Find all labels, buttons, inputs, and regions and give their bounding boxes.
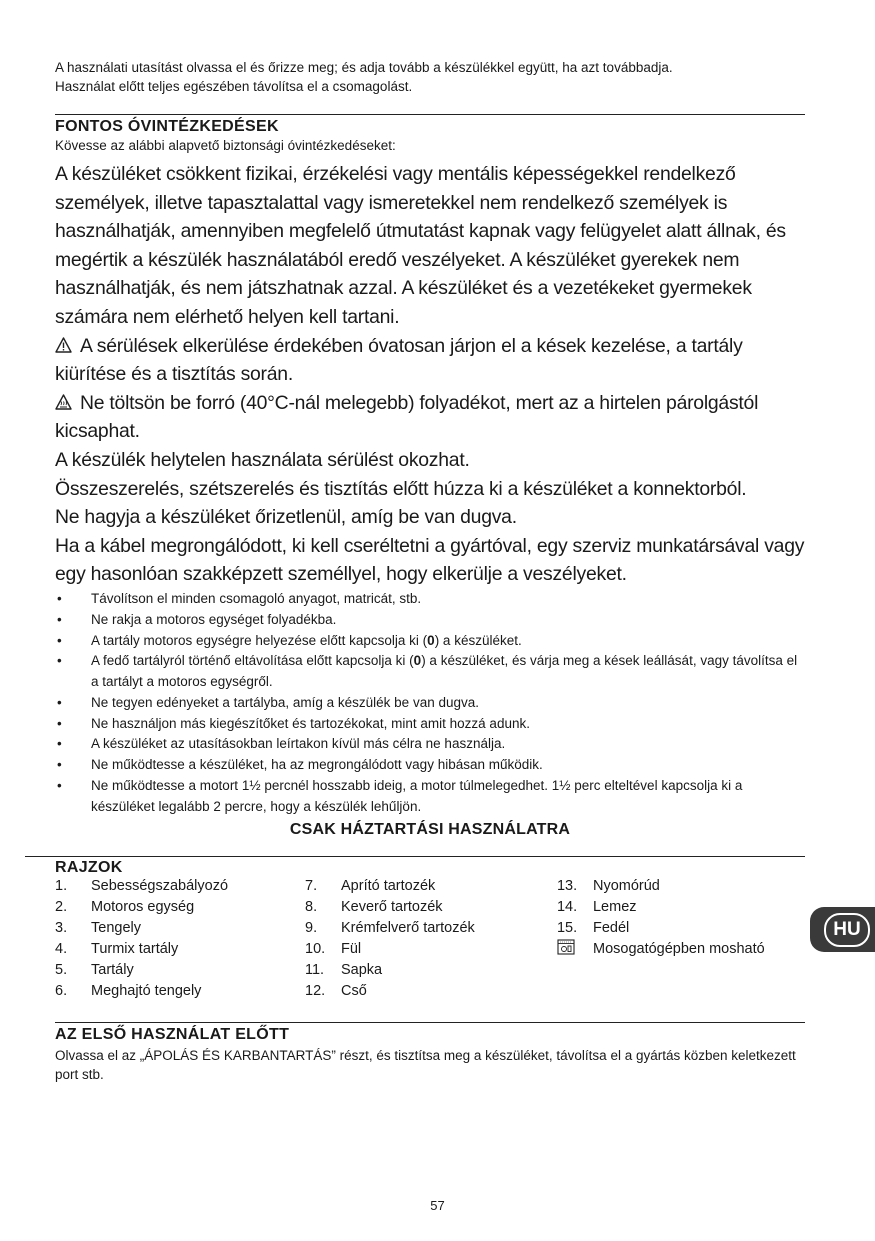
- part-number: 8.: [305, 898, 318, 915]
- part-item: [305, 981, 557, 1002]
- part-item: [55, 918, 305, 939]
- first-use-title: AZ ELSŐ HASZNÁLAT ELŐTT: [55, 1025, 290, 1043]
- bullet-mark: •: [57, 590, 62, 606]
- part-number: 12.: [305, 982, 326, 999]
- bullet-text: Távolítson el minden csomagoló anyagot, matricát, stb.: [91, 590, 422, 606]
- section-divider: [25, 856, 805, 857]
- part-item: [305, 876, 557, 897]
- part-number: 6.: [55, 982, 68, 999]
- part-name: Krémfelverő tartozék: [341, 919, 475, 936]
- language-code-badge: HU: [824, 913, 870, 947]
- bullet-mark: •: [57, 694, 62, 710]
- bullet-text: Ne használjon más kiegészítőket és tartozékokat, mint amit hozzá adunk.: [91, 715, 530, 731]
- bullet-text: A fedő tartályról történő eltávolítása előtt kapcsolja ki (0) a készüléket, és várja meg a kések leállását, vagy távolítsa el a tartályt a motoros egységről.: [91, 653, 798, 690]
- section-divider: [55, 114, 805, 115]
- part-name: Aprító tartozék: [341, 877, 436, 894]
- bullet-text: A készüléket az utasításokban leírtakon kívül más célra ne használja.: [91, 736, 506, 752]
- bullet-item: [55, 693, 805, 714]
- part-name: Tengely: [91, 919, 141, 936]
- part-item: [55, 939, 305, 960]
- part-number: 15.: [556, 919, 578, 936]
- precautions-paragraph-3: Összeszerelés, szétszerelés és tisztítás előtt húzza ki a készüléket a konnektorból.: [55, 477, 747, 500]
- bullet-mark: •: [57, 715, 62, 731]
- warning-triangle-icon: [55, 337, 72, 353]
- intro-line-1: A használati utasítást olvassa el és őrizze meg; és adja tovább a készülékkel együtt, ha azt továbbadja.: [55, 60, 673, 75]
- page-number: 57: [430, 1198, 445, 1213]
- part-name: Sebességszabályozó: [91, 877, 229, 894]
- bullet-text: Ne működtesse a készüléket, ha az megrongálódott vagy hibásan működik.: [91, 757, 543, 773]
- bullet-item: [55, 714, 805, 735]
- section-divider: [55, 1022, 805, 1023]
- bullet-text: A tartály motoros egységre helyezése előtt kapcsolja ki (0) a készüléket.: [91, 632, 522, 648]
- part-name: Keverő tartozék: [341, 898, 443, 915]
- precautions-subtitle: Kövesse az alábbi alapvető biztonsági óvintézkedéseket:: [55, 138, 396, 153]
- part-number: 9.: [305, 919, 318, 936]
- bullet-item: [55, 776, 805, 818]
- bullet-mark: •: [57, 757, 62, 773]
- parts-column-2: [305, 876, 557, 1002]
- bullet-text: Ne rakja a motoros egységet folyadékba.: [91, 611, 337, 627]
- drawings-parts-list: [55, 876, 805, 1002]
- warning-knives: [55, 332, 805, 389]
- bullet-mark: •: [57, 653, 62, 669]
- part-number: 4.: [55, 940, 68, 957]
- bullet-mark: •: [57, 611, 62, 627]
- bullet-mark: •: [57, 736, 62, 752]
- household-use-only: CSAK HÁZTARTÁSI HASZNÁLATRA: [289, 820, 571, 838]
- bullet-item: [55, 589, 805, 610]
- bullet-item: [55, 610, 805, 631]
- part-number: 5.: [55, 961, 68, 978]
- part-item: [55, 897, 305, 918]
- part-name: Fül: [341, 940, 362, 957]
- part-name: Meghajtó tengely: [91, 982, 202, 999]
- part-name: Nyomórúd: [592, 877, 660, 894]
- part-number: 1.: [55, 877, 68, 894]
- drawings-title: RAJZOK: [55, 858, 123, 876]
- part-name: Tartály: [91, 961, 134, 978]
- part-item: [557, 876, 805, 897]
- bullet-item: [55, 631, 805, 652]
- bullet-item: [55, 734, 805, 755]
- part-number: 3.: [55, 919, 68, 936]
- language-tab: [810, 907, 875, 952]
- bullet-text: Ne működtesse a motort 1½ percnél hosszabb ideig, a motor túlmelegedhet. 1½ perc elteltével kapcsolja ki a készüléket legalább 2 percre, hogy a készülék lehűljön.: [91, 778, 743, 814]
- dishwasher-icon: [557, 939, 575, 955]
- part-number: 2.: [55, 898, 68, 915]
- precautions-paragraph-5: Ha a kábel megrongálódott, ki kell cseréltetni a gyártóval, egy szerviz munkatársával vagy egy hasonlóan szakképzett személlyel, hogy elkerülje a veszélyeket.: [55, 534, 805, 586]
- dishwasher-safe-label: Mosogatógépben mosható: [592, 940, 765, 957]
- part-item: [557, 918, 805, 939]
- part-name: Lemez: [592, 898, 637, 915]
- bullet-text: Ne tegyen edényeket a tartályba, amíg a készülék be van dugva.: [91, 694, 479, 710]
- part-name: Turmix tartály: [91, 940, 179, 957]
- parts-column-3: [557, 876, 805, 1002]
- part-name: Fedél: [592, 919, 630, 936]
- bullet-item: [55, 755, 805, 776]
- part-item: [305, 918, 557, 939]
- part-number: 14.: [556, 898, 578, 915]
- dishwasher-safe-row: [557, 939, 805, 962]
- precautions-title: FONTOS ÓVINTÉZKEDÉSEK: [55, 118, 279, 135]
- part-item: [305, 939, 557, 960]
- part-number: 11.: [305, 961, 325, 978]
- warning-hot-liquid: [55, 389, 805, 446]
- part-name: Motoros egység: [91, 898, 195, 915]
- precautions-paragraph-4: Ne hagyja a készüléket őrizetlenül, amíg be van dugva.: [55, 506, 517, 529]
- part-name: Cső: [341, 982, 367, 999]
- warning-knives-text: A sérülések elkerülése érdekében óvatosan járjon el a kések kezelése, a tartály kiürítése és a tisztítás során.: [55, 334, 743, 386]
- part-item: [55, 981, 305, 1002]
- precautions-paragraph-2: A készülék helytelen használata sérülést okozhat.: [55, 448, 470, 471]
- part-number: 13.: [556, 877, 578, 894]
- part-item: [305, 960, 557, 981]
- part-name: Sapka: [341, 961, 383, 978]
- intro-line-2: Használat előtt teljes egészében távolítsa el a csomagolást.: [55, 79, 413, 94]
- part-item: [305, 897, 557, 918]
- bullet-mark: •: [57, 632, 62, 648]
- warning-hot-liquid-text: Ne töltsön be forró (40°C-nál melegebb) folyadékot, mert az a hirtelen párolgástól kicsaphat.: [55, 391, 759, 443]
- first-use-text: Olvassa el az „ÁPOLÁS ÉS KARBANTARTÁS” részt, és tisztítsa meg a készüléket, távolítsa el a gyártás közben keletkezett port stb.: [55, 1047, 796, 1082]
- bullet-item: [55, 651, 805, 693]
- part-number: 7.: [305, 877, 318, 894]
- parts-column-1: [55, 876, 305, 1002]
- precautions-bullet-list: [55, 589, 805, 818]
- part-number: 10.: [305, 940, 326, 957]
- part-item: [55, 876, 305, 897]
- part-item: [55, 960, 305, 981]
- page-content: [55, 58, 805, 1084]
- precautions-paragraph-1: A készüléket csökkent fizikai, érzékelési vagy mentális képességekkel rendelkező személyek, illetve tapasztalattal vagy ismeretekkel nem rendelkező személyek is használhatják, amennyiben megfelelő útmutatást kapnak vagy felügyelet alatt állnak, és megértik a készülék használatából eredő veszélyeket. A készüléket gyerekek nem használhatják, és nem játszhatnak azzal. A készüléket és a vezetékeket gyermekek számára nem elérhető helyen kell tartani.: [55, 163, 786, 328]
- hot-liquid-warning-icon: [55, 394, 72, 410]
- bullet-mark: •: [57, 778, 62, 794]
- part-item: [557, 897, 805, 918]
